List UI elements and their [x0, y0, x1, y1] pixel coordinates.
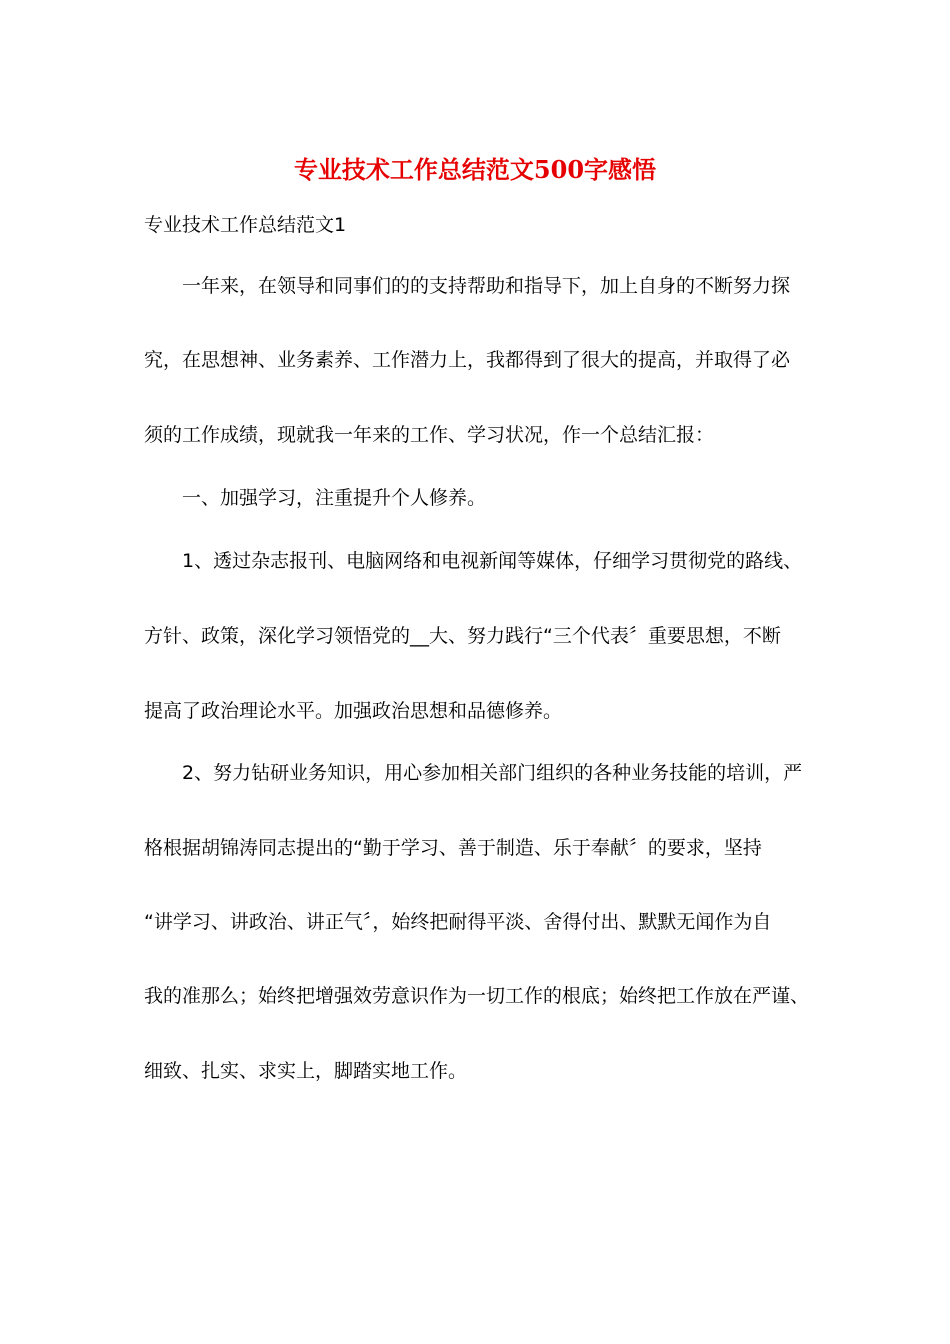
paragraph-line: 我的准那么；始终把增强效劳意识作为一切工作的根底；始终把工作放在严谨、: [144, 985, 810, 1007]
paragraph-line: 1、透过杂志报刊、电脑网络和电视新闻等媒体，仔细学习贯彻党的路线、: [182, 550, 803, 572]
paragraph-line: 方针、政策，深化学习领悟党的__大、努力践行“三个代表〞重要思想，不断: [144, 625, 781, 647]
paragraph-line: 一年来，在领导和同事们的的支持帮助和指导下，加上自身的不断努力探: [182, 275, 791, 297]
paragraph-line: 究，在思想神、业务素养、工作潜力上，我都得到了很大的提高，并取得了必: [144, 349, 791, 371]
paragraph-line: 格根据胡锦涛同志提出的“勤于学习、善于制造、乐于奉献〞的要求，坚持: [144, 837, 762, 859]
paragraph-line: 提高了政治理论水平。加强政治思想和品德修养。: [144, 700, 563, 722]
document-title: 专业技术工作总结范文500字感悟: [293, 155, 657, 184]
paragraph-line: 2、努力钻研业务知识，用心参加相关部门组织的各种业务技能的培训，严: [182, 762, 803, 784]
section-heading: 专业技术工作总结范文1: [144, 214, 347, 236]
list-heading: 一、加强学习，注重提升个人修养。: [182, 487, 487, 509]
paragraph-line: “讲学习、讲政治、讲正气〞，始终把耐得平淡、舍得付出、默默无闻作为自: [144, 911, 772, 933]
paragraph-line: 须的工作成绩，现就我一年来的工作、学习状况，作一个总结汇报：: [144, 424, 715, 446]
paragraph-line: 细致、扎实、求实上，脚踏实地工作。: [144, 1060, 468, 1082]
